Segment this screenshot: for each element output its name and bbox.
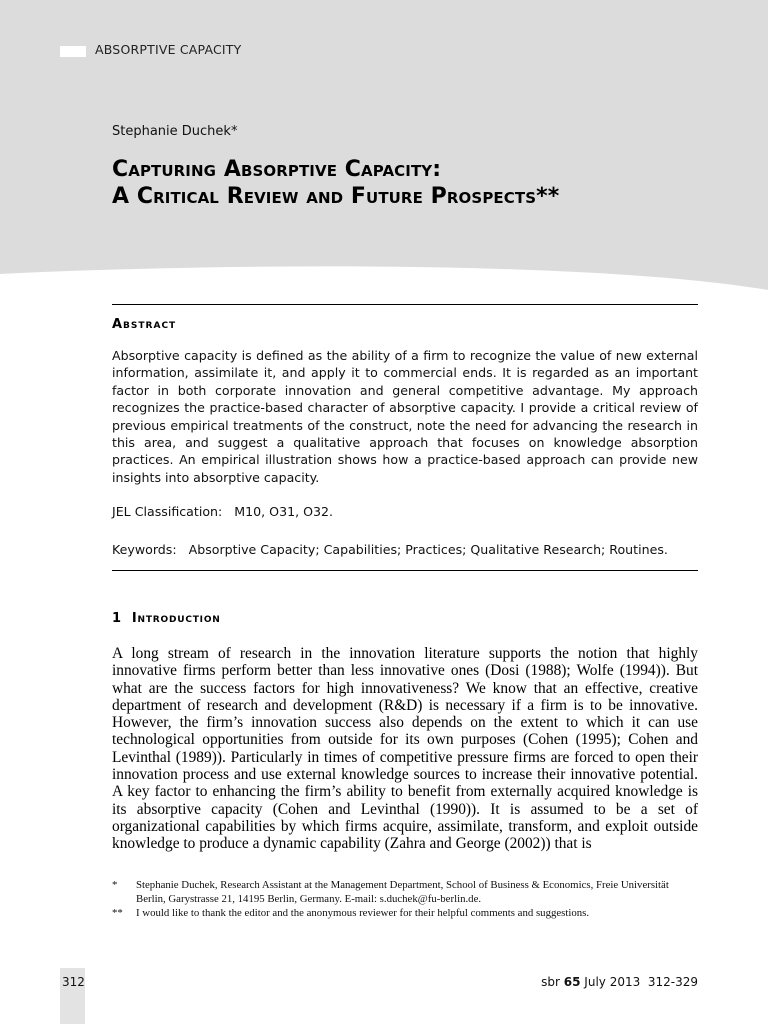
divider-top (112, 304, 698, 305)
paper-title (112, 156, 559, 210)
section-marker (60, 46, 86, 57)
author-name: Stephanie Duchek* (112, 124, 238, 139)
footnote-mark: * (112, 879, 118, 891)
section-heading-text: Introduction (131, 611, 221, 626)
journal-volume: 65 (563, 975, 581, 989)
abstract-text: Absorptive capacity is defined as the ability of a firm to recognize the value of new external information, assimilate it, and apply it to commercial ends. It is regarded as an important factor in both corporate innovation and general competitive advantage. My approach recognizes the practice-based character of absorptive capacity. I provide a critical review of previous empirical treatments of the construct, note the need for advancing the research in this area, and suggest a qualitative approach that focuses on knowledge absorption practices. An empirical illustration shows how a practice-based approach can provide new insights into absorptive capacity. (112, 348, 698, 485)
footnote-mark: ** (112, 907, 123, 919)
jel-label: JEL Classification: (112, 504, 223, 519)
keywords (112, 542, 668, 557)
paper-title-line-2: A Critical Review and Future Prospects** (112, 184, 560, 209)
footnote (112, 906, 698, 920)
footnote (112, 878, 698, 906)
footnote-text: I would like to thank the editor and the anonymous reviewer for their helpful comments and suggestions. (136, 907, 590, 919)
footnotes (112, 878, 698, 920)
paper-title-line-1: Capturing Absorptive Capacity: (112, 157, 442, 182)
keywords-value: Absorptive Capacity; Capabilities; Practices; Qualitative Research; Routines. (188, 542, 668, 557)
section-number: 1 (112, 611, 122, 626)
abstract-heading: Abstract (112, 317, 177, 332)
jel-value: M10, O31, O32. (234, 504, 334, 519)
jel-classification (112, 504, 333, 519)
footnote-text: Stephanie Duchek, Research Assistant at the Management Department, School of Business & Economics, Freie Universität Berlin, Garystrasse 21, 14195 Berlin, Germany. E-mail: s.duchek@fu-berlin.de. (136, 879, 669, 905)
running-section-title: ABSORPTIVE CAPACITY (95, 42, 242, 57)
keywords-label: Keywords: (112, 542, 177, 557)
journal-date-pages: July 2013 312-329 (584, 975, 698, 989)
introduction-heading (112, 611, 221, 626)
journal-reference (541, 975, 698, 989)
page-number: 312 (62, 975, 85, 989)
divider-bottom (112, 570, 698, 571)
journal-name: sbr (541, 975, 560, 989)
introduction-body: A long stream of research in the innovation literature supports the notion that highly innovative firms perform better than less innovative ones (Dosi (1988); Wolfe (1994)). But what are the success factors for high innovativeness? We know that an effective, creative department of research and development (R&D) is necessary if a firm is to be innovative. However, the firm’s innovation success also depends on the extent to which it can use technological opportunities from outside for its own purposes (Cohen (1995); Cohen and Levinthal (1989)). Particularly in times of competitive pressure firms are forced to open their innovation process and use external knowledge sources to increase their innovative potential. A key factor to enhancing the firm’s ability to benefit from externally acquired knowledge is its absorptive capacity (Cohen and Levinthal (1990)). It is assumed to be a set of organizational capabilities by which firms acquire, assimilate, transform, and exploit outside knowledge to produce a dynamic capability (Zahra and George (2002)) that is (112, 645, 698, 853)
